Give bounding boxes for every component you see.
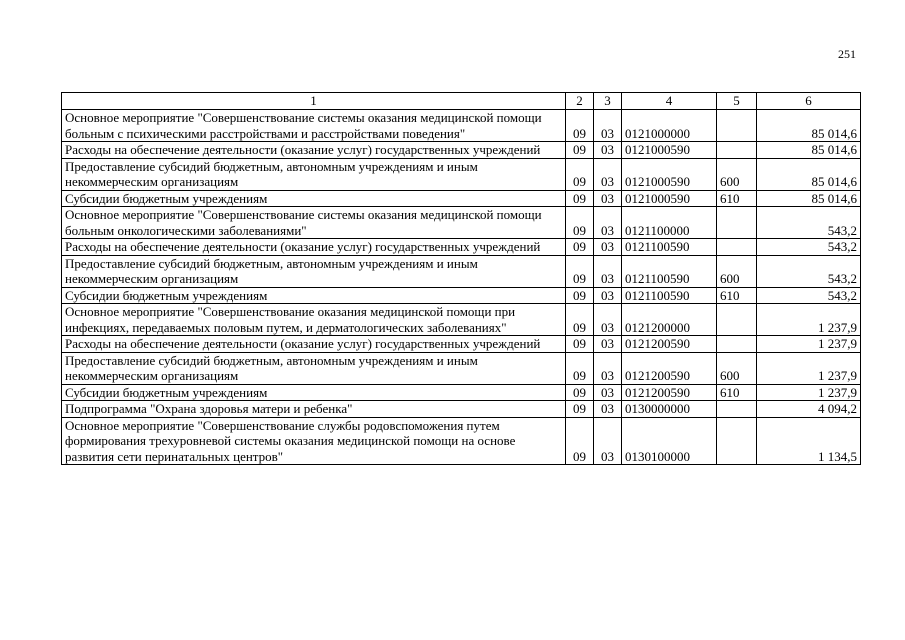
row-target-code: 0121200590 (622, 384, 717, 401)
row-target-code: 0121100590 (622, 287, 717, 304)
row-subsection: 03 (594, 207, 622, 239)
row-section: 09 (566, 190, 594, 207)
row-amount: 85 014,6 (757, 110, 861, 142)
table-row (62, 110, 861, 142)
row-amount: 85 014,6 (757, 190, 861, 207)
row-subsection: 03 (594, 110, 622, 142)
row-name: Субсидии бюджетным учреждениям (62, 190, 566, 207)
row-name: Субсидии бюджетным учреждениям (62, 384, 566, 401)
table-row (62, 336, 861, 353)
row-expense-type: 610 (717, 190, 757, 207)
header-cell-5: 5 (717, 93, 757, 110)
row-section: 09 (566, 255, 594, 287)
table-row (62, 304, 861, 336)
row-subsection: 03 (594, 384, 622, 401)
row-section: 09 (566, 142, 594, 159)
table-row (62, 142, 861, 159)
row-target-code: 0121200590 (622, 336, 717, 353)
table-row (62, 255, 861, 287)
row-expense-type: 600 (717, 352, 757, 384)
row-subsection: 03 (594, 158, 622, 190)
row-expense-type (717, 239, 757, 256)
row-amount: 543,2 (757, 255, 861, 287)
table-row (62, 239, 861, 256)
row-amount: 543,2 (757, 207, 861, 239)
row-target-code: 0121100590 (622, 255, 717, 287)
row-amount: 1 237,9 (757, 352, 861, 384)
row-name: Расходы на обеспечение деятельности (оказание услуг) государственных учреждений (62, 239, 566, 256)
table-row (62, 401, 861, 418)
row-target-code: 0121200590 (622, 352, 717, 384)
row-amount: 85 014,6 (757, 142, 861, 159)
table-header-row (62, 93, 861, 110)
header-cell-6: 6 (757, 93, 861, 110)
row-expense-type: 600 (717, 255, 757, 287)
table-row (62, 352, 861, 384)
table-row (62, 207, 861, 239)
row-subsection: 03 (594, 417, 622, 465)
row-name: Основное мероприятие "Совершенствование оказания медицинской помощи при инфекциях, передаваемых половым путем, и дерматологических заболеваниях" (62, 304, 566, 336)
row-section: 09 (566, 401, 594, 418)
row-subsection: 03 (594, 239, 622, 256)
table-row (62, 417, 861, 465)
row-subsection: 03 (594, 287, 622, 304)
row-section: 09 (566, 207, 594, 239)
row-subsection: 03 (594, 142, 622, 159)
row-subsection: 03 (594, 304, 622, 336)
page-number: 251 (838, 47, 856, 61)
row-name: Субсидии бюджетным учреждениям (62, 287, 566, 304)
row-subsection: 03 (594, 352, 622, 384)
row-expense-type (717, 304, 757, 336)
row-expense-type (717, 207, 757, 239)
row-name: Расходы на обеспечение деятельности (оказание услуг) государственных учреждений (62, 142, 566, 159)
row-name: Основное мероприятие "Совершенствование системы оказания медицинской помощи больным с психическими расстройствами и расстройствами поведения" (62, 110, 566, 142)
row-amount: 1 237,9 (757, 384, 861, 401)
row-name: Основное мероприятие "Совершенствование системы оказания медицинской помощи больным онкологическими заболеваниями" (62, 207, 566, 239)
row-amount: 4 094,2 (757, 401, 861, 418)
row-name: Основное мероприятие "Совершенствование службы родовспоможения путем формирования трехуровневой системы оказания медицинской помощи на основе развития сети перинатальных центров" (62, 417, 566, 465)
row-target-code: 0121100000 (622, 207, 717, 239)
header-cell-4: 4 (622, 93, 717, 110)
row-amount: 1 237,9 (757, 336, 861, 353)
row-expense-type: 610 (717, 287, 757, 304)
row-expense-type (717, 417, 757, 465)
row-expense-type (717, 336, 757, 353)
row-target-code: 0121000000 (622, 110, 717, 142)
row-expense-type (717, 401, 757, 418)
row-target-code: 0130000000 (622, 401, 717, 418)
row-section: 09 (566, 352, 594, 384)
row-section: 09 (566, 384, 594, 401)
row-target-code: 0121100590 (622, 239, 717, 256)
row-section: 09 (566, 304, 594, 336)
row-amount: 85 014,6 (757, 158, 861, 190)
header-cell-1: 1 (62, 93, 566, 110)
row-amount: 543,2 (757, 287, 861, 304)
table-row (62, 384, 861, 401)
row-section: 09 (566, 417, 594, 465)
row-subsection: 03 (594, 401, 622, 418)
row-expense-type (717, 110, 757, 142)
row-target-code: 0121000590 (622, 158, 717, 190)
row-name: Подпрограмма "Охрана здоровья матери и ребенка" (62, 401, 566, 418)
row-expense-type: 610 (717, 384, 757, 401)
row-expense-type (717, 142, 757, 159)
row-section: 09 (566, 110, 594, 142)
table-row (62, 190, 861, 207)
row-name: Расходы на обеспечение деятельности (оказание услуг) государственных учреждений (62, 336, 566, 353)
row-name: Предоставление субсидий бюджетным, автономным учреждениям и иным некоммерческим организациям (62, 158, 566, 190)
row-target-code: 0130100000 (622, 417, 717, 465)
row-subsection: 03 (594, 255, 622, 287)
row-section: 09 (566, 158, 594, 190)
row-target-code: 0121200000 (622, 304, 717, 336)
row-amount: 543,2 (757, 239, 861, 256)
row-section: 09 (566, 287, 594, 304)
row-section: 09 (566, 336, 594, 353)
row-amount: 1 134,5 (757, 417, 861, 465)
row-target-code: 0121000590 (622, 190, 717, 207)
row-amount: 1 237,9 (757, 304, 861, 336)
row-target-code: 0121000590 (622, 142, 717, 159)
row-subsection: 03 (594, 190, 622, 207)
row-subsection: 03 (594, 336, 622, 353)
row-section: 09 (566, 239, 594, 256)
table-row (62, 287, 861, 304)
header-cell-2: 2 (566, 93, 594, 110)
budget-table (61, 92, 861, 465)
row-name: Предоставление субсидий бюджетным, автономным учреждениям и иным некоммерческим организациям (62, 352, 566, 384)
row-expense-type: 600 (717, 158, 757, 190)
table-row (62, 158, 861, 190)
header-cell-3: 3 (594, 93, 622, 110)
row-name: Предоставление субсидий бюджетным, автономным учреждениям и иным некоммерческим организациям (62, 255, 566, 287)
